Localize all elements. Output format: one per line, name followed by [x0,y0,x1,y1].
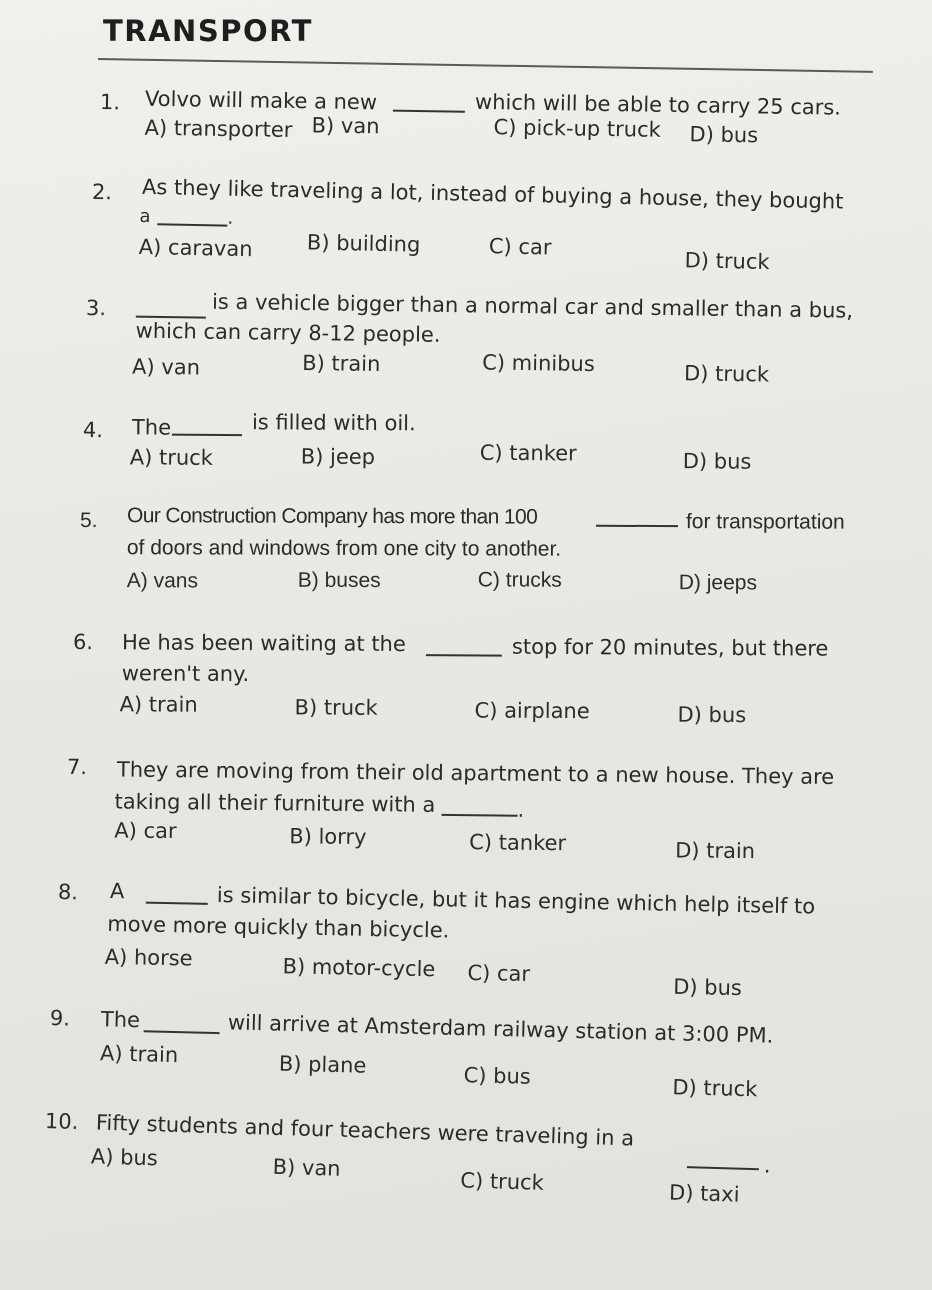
question-number: 8. [57,879,79,905]
question-text: . [517,797,525,822]
option-b: B) buses [297,568,381,593]
answer-blank [596,524,678,527]
question-text: As they like traveling a lot, instead of buying a house, they bought [141,174,844,214]
title-underline [98,58,873,73]
answer-blank [393,109,465,113]
option-b: B) van [311,113,380,139]
option-b: B) motor-cycle [282,954,436,982]
question-text: will arrive at Amsterdam railway station at 3:00 PM. [227,1010,774,1048]
option-d: D) bus [677,702,747,728]
option-a: A) horse [104,944,193,971]
option-c: C) tanker [469,830,567,856]
option-c: C) truck [460,1168,545,1195]
question-text: The [131,415,172,440]
option-a: A) train [119,692,198,717]
option-b: B) plane [278,1051,367,1078]
option-b: B) lorry [289,824,367,850]
option-a: A) bus [90,1144,159,1171]
option-c: C) tanker [479,440,577,466]
page-title: TRANSPORT [103,14,313,48]
option-d: D) jeeps [678,571,758,595]
answer-blank [426,653,502,656]
option-c: C) car [488,234,552,260]
option-d: D) train [675,838,756,864]
option-b: B) building [306,230,421,257]
answer-blank [687,1165,759,1170]
answer-blank [441,813,517,817]
option-a: A) car [114,818,177,844]
question-number: 1. [99,90,121,115]
option-d: D) truck [672,1075,758,1102]
option-b: B) train [302,350,381,377]
question-number: 5. [79,509,98,533]
question-text: The [100,1007,141,1033]
option-a: A) transporter [144,115,293,143]
option-c: C) minibus [482,350,595,377]
question-number: 4. [82,417,104,443]
question-text: Our Construction Company has more than 100 [126,504,538,529]
question-number: 6. [72,629,94,655]
option-b: B) jeep [300,444,376,470]
option-d: D) bus [682,449,752,474]
option-a: A) van [131,354,201,380]
question-text: A [109,878,125,904]
question-text: weren't any. [121,661,250,687]
question-text: a [139,205,151,228]
option-a: A) truck [129,445,213,470]
question-number: 7. [66,754,88,780]
question-number: 2. [91,179,113,205]
question-text: is filled with oil. [251,410,416,436]
question-1 [2,0,932,148]
option-b: B) van [272,1154,341,1181]
option-d: D) truck [683,361,770,387]
question-text: They are moving from their old apartment to a new house. They are [116,757,835,790]
option-d: D) bus [689,122,759,148]
option-c: C) bus [463,1063,532,1089]
option-c: C) car [467,960,531,987]
question-number: 9. [49,1006,71,1031]
question-text: for transportation [685,510,845,534]
question-text: of doors and windows from one city to another. [126,536,562,561]
option-c: C) airplane [474,698,590,724]
question-text: which will be able to carry 25 cars. [474,89,842,120]
option-c: C) pick-up truck [493,115,661,142]
question-text: Volvo will make a new [144,86,378,115]
question-text: which can carry 8-12 people. [135,318,441,347]
question-text: . [227,207,234,229]
answer-blank [172,433,242,436]
question-text: stop for 20 minutes, but there [511,634,829,661]
option-a: A) train [99,1041,179,1068]
question-number: 3. [85,295,107,321]
answer-blank [146,901,208,905]
question-text: Fifty students and four teachers were traveling in a [95,1110,635,1151]
question-text: is similar to bicycle, but it has engine which help itself to [216,883,816,919]
question-text: He has been waiting at the [121,630,406,657]
answer-blank [144,1029,220,1034]
option-d: D) bus [673,974,743,1001]
question-number: 10. [44,1109,79,1134]
question-text: taking all their furniture with a [114,789,436,817]
option-b: B) truck [294,695,378,720]
option-a: A) caravan [138,234,253,262]
question-text: is a vehicle bigger than a normal car and smaller than a bus, [211,289,854,323]
question-text: move more quickly than bicycle. [107,911,450,943]
option-c: C) trucks [477,568,562,592]
option-d: D) taxi [668,1180,740,1207]
option-a: A) vans [126,569,199,593]
option-d: D) truck [684,248,770,275]
answer-blank [157,222,227,226]
question-text: . [763,1153,772,1178]
